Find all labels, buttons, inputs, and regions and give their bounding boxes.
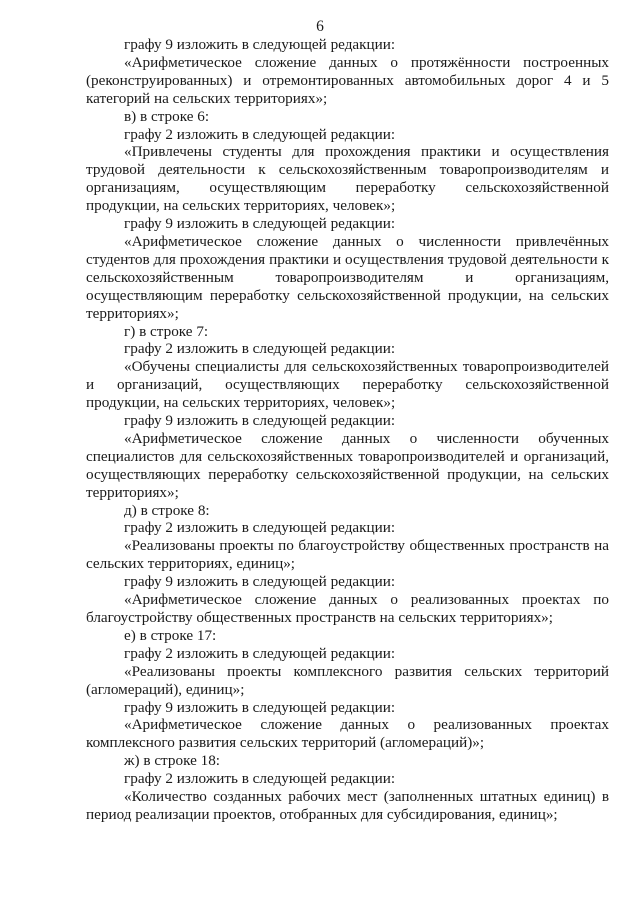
paragraph: графу 2 изложить в следующей редакции:	[124, 340, 396, 358]
page-number: 6	[316, 18, 324, 35]
paragraph: «Арифметическое сложение данных о реализованных проектах по благоустройству общественных пространств на сельских территориях»;	[86, 591, 609, 626]
paragraph: «Обучены специалисты для сельскохозяйственных товаропроизводителей и организаций, осуществляющих переработку сельскохозяйственной продукции, на сельских территориях, человек»;	[86, 358, 609, 412]
paragraph: графу 9 изложить в следующей редакции:	[124, 573, 396, 591]
paragraph: графу 9 изложить в следующей редакции:	[124, 215, 396, 233]
paragraph: г) в строке 7:	[124, 322, 209, 340]
paragraph: «Арифметическое сложение данных о протяжённости построенных (реконструированных) и отремонтированных автомобильных дорог 4 и 5 категорий на сельских территориях»;	[86, 53, 609, 107]
paragraph: графу 2 изложить в следующей редакции:	[124, 519, 396, 537]
document-body	[86, 36, 609, 824]
paragraph: графу 9 изложить в следующей редакции:	[124, 412, 396, 430]
paragraph: д) в строке 8:	[124, 501, 210, 519]
paragraph: «Количество созданных рабочих мест (заполненных штатных единиц) в период реализации проектов, отобранных для субсидирования, единиц»;	[86, 788, 609, 823]
paragraph: в) в строке 6:	[124, 107, 210, 125]
paragraph: е) в строке 17:	[124, 626, 217, 644]
paragraph: «Реализованы проекты комплексного развития сельских территорий (агломераций), единиц»;	[86, 662, 609, 698]
paragraph: графу 9 изложить в следующей редакции:	[124, 698, 396, 716]
paragraph: графу 2 изложить в следующей редакции:	[124, 125, 396, 143]
paragraph: графу 9 изложить в следующей редакции:	[124, 36, 396, 53]
paragraph: «Привлечены студенты для прохождения практики и осуществления трудовой деятельности к сельскохозяйственным товаропроизводителям и организациям, осуществляющим переработку сельскохозяйственной продукции, на сельских территориях, человек»;	[86, 143, 609, 215]
paragraph: графу 2 изложить в следующей редакции:	[124, 770, 396, 788]
paragraph: «Арифметическое сложение данных о численности обученных специалистов для сельскохозяйственных товаропроизводителей и организаций, осуществляющих переработку сельскохозяйственной продукции, на сельских территориях»;	[86, 429, 609, 501]
paragraph: «Арифметическое сложение данных о численности привлечённых студентов для прохождения практики и осуществления трудовой деятельности к сельскохозяйственным товаропроизводителям и организациям, осуществляющим переработку сельскохозяйственной продукции, на сельских территориях»;	[86, 232, 609, 322]
paragraph: «Арифметическое сложение данных о реализованных проектах комплексного развития сельских территорий (агломераций)»;	[86, 716, 609, 752]
paragraph: графу 2 изложить в следующей редакции:	[124, 644, 396, 662]
paragraph: «Реализованы проекты по благоустройству общественных пространств на сельских территориях, единиц»;	[86, 537, 609, 573]
paragraph: ж) в строке 18:	[124, 752, 221, 770]
